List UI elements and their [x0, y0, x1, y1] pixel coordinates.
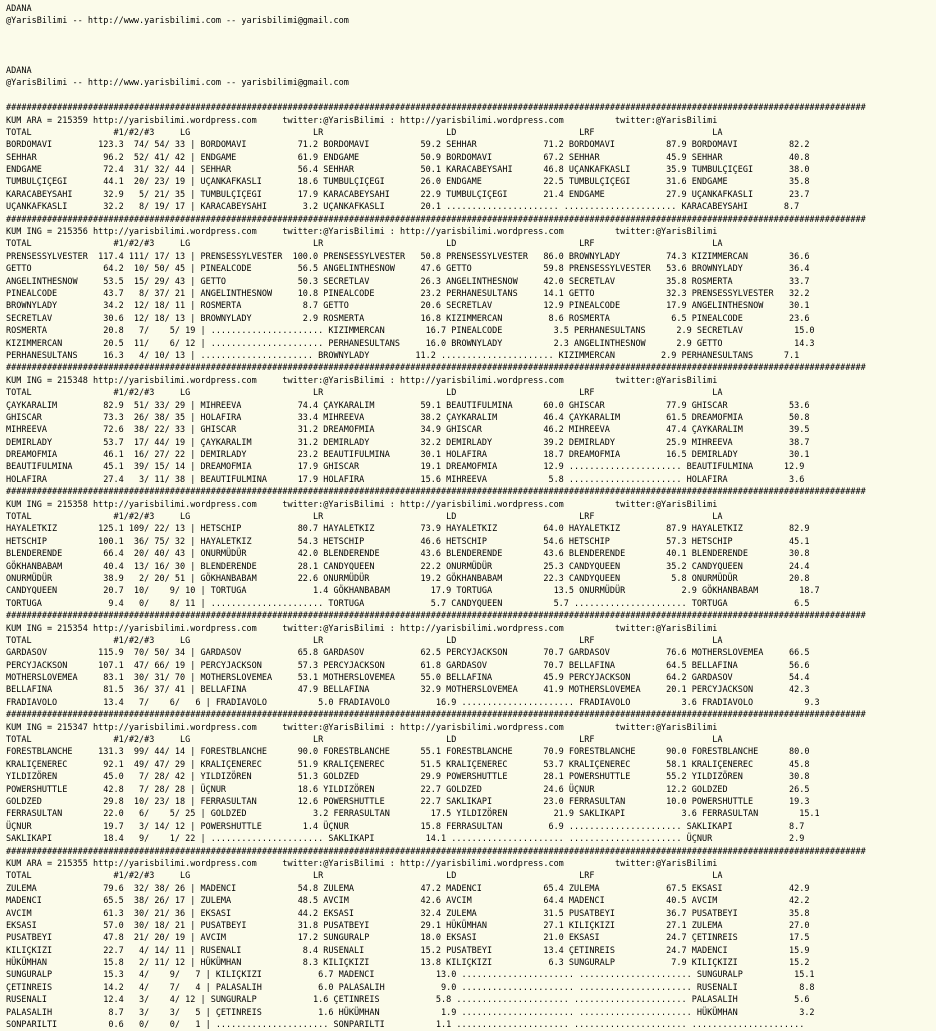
text-line: TOTAL #1/#2/#3 LG LR LD LRF LA: [6, 388, 723, 399]
text-line: HOLAFIRA 27.4 3/ 11/ 38 | BEAUTIFULMINA 17.9 HOLAFIRA 15.6 MIHREEVA 5.8 ...................... HOLAFIRA 3.6: [6, 474, 805, 485]
text-line: PERCYJACKSON 107.1 47/ 66/ 19 | PERCYJACKSON 57.3 PERCYJACKSON 61.8 GARDASOV 70.7 BELLAFINA 64.5 BELLAFINA 56.6: [6, 660, 810, 671]
text-line: BEAUTIFULMINA 45.1 39/ 15/ 14 | DREAMOFMIA 17.9 GHISCAR 19.1 DREAMOFMIA 12.9 ...................... BEAUTIFULMINA 12.9: [6, 462, 805, 473]
text-line: KUM ING = 215358 http://yarisbilimi.wordpress.com twitter:@YarisBilimi : http://yarisbilimi.wordpress.com twitter:@YarisBilimi: [6, 499, 718, 510]
text-line: PINEALCODE 43.7 8/ 37/ 21 | ANGELINTHESNOW 10.8 PINEALCODE 23.2 PERHANESULTANS 14.1 GETTO 32.3 PRENSESSYLVESTER 32.2: [6, 288, 810, 299]
text-line: GARDASOV 115.9 70/ 50/ 34 | GARDASOV 65.8 GARDASOV 62.5 PERCYJACKSON 70.7 GARDASOV 76.6 MOTHERSLOVEMEA 66.5: [6, 648, 810, 659]
text-line: KILIÇKIZI 22.7 4/ 14/ 11 | RUSENALI 8.4 RUSENALI 15.2 PUSATBEYI 13.4 ÇETINREIS 24.7 MADENCI 15.9: [6, 945, 810, 956]
text-line: BROWNYLADY 34.2 12/ 18/ 11 | ROSMERTA 8.7 GETTO 20.6 SECRETLAV 12.9 PINEALCODE 17.9 ANGELINTHESNOW 30.1: [6, 301, 810, 312]
text-line: RUSENALI 12.4 3/ 4/ 12 | SUNGURALP 1.6 ÇETINREIS 5.8 ...................... ...................... PALASALIH 5.6: [6, 995, 810, 1006]
text-line: TOTAL #1/#2/#3 LG LR LD LRF LA: [6, 871, 723, 882]
text-line: YILDIZÖREN 45.0 7/ 28/ 42 | YILDIZÖREN 51.3 GOLDZED 29.9 POWERSHUTTLE 28.1 POWERSHUTTLE 55.2 YILDIZÖREN 30.8: [6, 772, 810, 783]
text-line: HAYALETKIZ 125.1 109/ 22/ 13 | HETSCHIP 80.7 HAYALETKIZ 73.9 HAYALETKIZ 64.0 HAYALETKIZ 87.9 HAYALETKIZ 82.9: [6, 524, 810, 535]
text-line: GÖKHANBABAM 40.4 13/ 16/ 30 | BLENDERENDE 28.1 CANDYQUEEN 22.2 ONURMÜDÜR 25.3 CANDYQUEEN 35.2 CANDYQUEEN 24.4: [6, 561, 810, 572]
text-line: KUM ING = 215356 http://yarisbilimi.wordpress.com twitter:@YarisBilimi : http://yarisbilimi.wordpress.com twitter:@YarisBilimi: [6, 227, 718, 238]
text-line: GETTO 64.2 10/ 50/ 45 | PINEALCODE 56.5 ANGELINTHESNOW 47.6 GETTO 59.8 PRENSESSYLVESTER 53.6 BROWNYLADY 36.4: [6, 264, 810, 275]
text-line: GHISCAR 73.3 26/ 38/ 35 | HOLAFIRA 33.4 MIHREEVA 38.2 ÇAYKARALIM 46.4 ÇAYKARALIM 61.5 DREAMOFMIA 50.8: [6, 412, 810, 423]
text-line: ÇETINREIS 14.2 4/ 7/ 4 | PALASALIH 6.0 PALASALIH 9.0 ...................... ...................... RUSENALI 8.8: [6, 982, 815, 993]
text-line: GOLDZED 29.8 10/ 23/ 18 | FERRASULTAN 12.6 POWERSHUTTLE 22.7 SAKLIKAPI 23.0 FERRASULTAN 10.0 POWERSHUTTLE 19.3: [6, 797, 810, 807]
text-line: FRADIAVOLO 13.4 7/ 6/ 6 | FRADIAVOLO 5.0 FRADIAVOLO 16.9 ...................... FRADIAVOLO 3.6 FRADIAVOLO 9.3: [6, 697, 820, 708]
text-line: BORDOMAVI 123.3 74/ 54/ 33 | BORDOMAVI 71.2 BORDOMAVI 59.2 SEHHAR 71.2 BORDOMAVI 87.9 BORDOMAVI 82.2: [6, 140, 810, 151]
blank-line: [6, 53, 936, 65]
blank-line: [6, 28, 936, 40]
text-line: POWERSHUTTLE 42.8 7/ 28/ 28 | ÜÇNUR 18.6 YILDIZÖREN 22.7 GOLDZED 24.6 ÜÇNUR 12.2 GOLDZED 26.5: [6, 784, 810, 795]
text-line: KRALIÇENEREC 92.1 49/ 47/ 29 | KRALIÇENEREC 51.9 KRALIÇENEREC 51.5 KRALIÇENEREC 53.7 KRALIÇENEREC 58.1 KRALIÇENEREC 45.8: [6, 759, 810, 770]
text-line: PUSATBEYI 47.8 21/ 20/ 19 | AVCIM 17.2 SUNGURALP 18.0 EKSASI 21.0 EKSASI 24.7 ÇETINREIS 17.5: [6, 933, 810, 944]
separator-line: ########################################################################################################################################################################: [6, 487, 866, 498]
text-line: ONURMÜDÜR 38.9 2/ 20/ 51 | GÖKHANBABAM 22.6 ONURMÜDÜR 19.2 GÖKHANBABAM 22.3 CANDYQUEEN 5.8 ONURMÜDÜR 20.8: [6, 573, 810, 584]
text-line: ÜÇNUR 19.7 3/ 14/ 12 | POWERSHUTTLE 1.4 ÜÇNUR 15.8 FERRASULTAN 6.9 ...................... SAKLIKAPI 8.7: [6, 821, 805, 832]
text-line: TOTAL #1/#2/#3 LG LR LD LRF LA: [6, 127, 723, 138]
text-line: EKSASI 57.0 30/ 18/ 21 | PUSATBEYI 31.8 PUSATBEYI 29.1 HÜKÜMHAN 27.1 KILIÇKIZI 27.1 ZULEMA 27.0: [6, 920, 810, 931]
text-line: MIHREEVA 72.6 38/ 22/ 33 | GHISCAR 31.2 DREAMOFMIA 34.9 GHISCAR 46.2 MIHREEVA 47.4 ÇAYKARALIM 39.5: [6, 425, 810, 436]
text-line: DREAMOFMIA 46.1 16/ 27/ 22 | DEMIRLADY 23.2 BEAUTIFULMINA 30.1 HOLAFIRA 18.7 DREAMOFMIA 16.5 DEMIRLADY 30.1: [6, 450, 810, 461]
text-line: @YarisBilimi -- http://www.yarisbilimi.com -- yarisbilimi@gmail.com: [6, 16, 349, 27]
separator-line: ########################################################################################################################################################################: [6, 363, 866, 374]
text-line: SECRETLAV 30.6 12/ 18/ 13 | BROWNYLADY 2.9 ROSMERTA 16.8 KIZIMMERCAN 8.6 ROSMERTA 6.5 PINEALCODE 23.6: [6, 313, 810, 324]
text-line: ANGELINTHESNOW 53.5 15/ 29/ 43 | GETTO 50.3 SECRETLAV 26.3 ANGELINTHESNOW 42.0 SECRETLAV 35.8 ROSMERTA 33.7: [6, 276, 810, 287]
text-line: TOTAL #1/#2/#3 LG LR LD LRF LA: [6, 512, 723, 523]
text-line: KUM ARA = 215359 http://yarisbilimi.wordpress.com twitter:@YarisBilimi : http://yarisbilimi.wordpress.com twitter:@YarisBilimi: [6, 115, 718, 126]
text-line: BLENDERENDE 66.4 20/ 40/ 43 | ONURMÜDÜR 42.0 BLENDERENDE 43.6 BLENDERENDE 43.6 BLENDERENDE 40.1 BLENDERENDE 30.8: [6, 549, 810, 560]
text-line: ROSMERTA 20.8 7/ 5/ 19 | ...................... KIZIMMERCAN 16.7 PINEALCODE 3.5 PERHANESULTANS 2.9 SECRETLAV 15.0: [6, 326, 815, 337]
text-line: ADANA: [6, 65, 32, 76]
text-line: PERHANESULTANS 16.3 4/ 10/ 13 | ...................... BROWNYLADY 11.2 ...................... KIZIMMERCAN 2.9 PERHANESULTANS 7.1: [6, 350, 800, 361]
separator-line: ########################################################################################################################################################################: [6, 103, 866, 114]
text-line: SUNGURALP 15.3 4/ 9/ 7 | KILIÇKIZI 6.7 MADENCI 13.0 ...................... ...................... SUNGURALP 15.1: [6, 970, 815, 981]
separator-line: ########################################################################################################################################################################: [6, 846, 866, 857]
text-line: TOTAL #1/#2/#3 LG LR LD LRF LA: [6, 735, 723, 746]
text-line: DEMIRLADY 53.7 17/ 44/ 19 | ÇAYKARALIM 31.2 DEMIRLADY 32.2 DEMIRLADY 39.2 DEMIRLADY 25.9 MIHREEVA 38.7: [6, 437, 810, 448]
text-line: TORTUGA 9.4 0/ 8/ 11 | ...................... TORTUGA 5.7 CANDYQUEEN 5.7 ...................... TORTUGA 6.5: [6, 598, 810, 609]
text-line: MADENCI 65.5 38/ 26/ 17 | ZULEMA 48.5 AVCIM 42.6 AVCIM 64.4 MADENCI 40.5 AVCIM 42.2: [6, 896, 810, 907]
text-line: TUMBULÇIÇEGI 44.1 20/ 23/ 19 | UÇANKAFKASLI 18.6 TUMBULÇIÇEGI 26.0 ENDGAME 22.5 TUMBULÇIÇEGI 31.6 ENDGAME 35.8: [6, 177, 810, 188]
text-line: KARACABEYSAHI 32.9 5/ 21/ 35 | TUMBULÇIÇEGI 17.9 KARACABEYSAHI 22.9 TUMBULÇIÇEGI 21.4 ENDGAME 27.9 UÇANKAFKASLI 23.7: [6, 189, 810, 200]
text-line: KUM ING = 215347 http://yarisbilimi.wordpress.com twitter:@YarisBilimi : http://yarisbilimi.wordpress.com twitter:@YarisBilimi: [6, 722, 718, 733]
text-line: MOTHERSLOVEMEA 83.1 30/ 31/ 70 | MOTHERSLOVEMEA 53.1 MOTHERSLOVEMEA 55.0 BELLAFINA 45.9 PERCYJACKSON 64.2 GARDASOV 54.4: [6, 673, 810, 684]
text-line: BELLAFINA 81.5 36/ 37/ 41 | BELLAFINA 47.9 BELLAFINA 32.9 MOTHERSLOVEMEA 41.9 MOTHERSLOVEMEA 20.1 PERCYJACKSON 42.3: [6, 685, 810, 696]
text-line: ZULEMA 79.6 32/ 38/ 26 | MADENCI 54.8 ZULEMA 47.2 MADENCI 65.4 ZULEMA 67.5 EKSASI 42.9: [6, 883, 810, 894]
text-line: AVCIM 61.3 30/ 21/ 36 | EKSASI 44.2 EKSASI 32.4 ZULEMA 31.5 PUSATBEYI 36.7 PUSATBEYI 35.8: [6, 908, 810, 919]
text-line: KIZIMMERCAN 20.5 11/ 6/ 12 | ...................... PERHANESULTANS 16.0 BROWNYLADY 2.3 ANGELINTHESNOW 2.9 GETTO 14.3: [6, 338, 815, 349]
text-line: FORESTBLANCHE 131.3 99/ 44/ 14 | FORESTBLANCHE 90.0 FORESTBLANCHE 55.1 FORESTBLANCHE 70.9 FORESTBLANCHE 90.0 FORESTBLANCHE 80.0: [6, 747, 810, 758]
text-line: SEHHAR 96.2 52/ 41/ 42 | ENDGAME 61.9 ENDGAME 50.9 BORDOMAVI 67.2 SEHHAR 45.9 SEHHAR 40.8: [6, 152, 810, 163]
text-line: TOTAL #1/#2/#3 LG LR LD LRF LA: [6, 239, 723, 250]
text-line: TOTAL #1/#2/#3 LG LR LD LRF LA: [6, 635, 723, 646]
text-line: FERRASULTAN 22.0 6/ 5/ 25 | GOLDZED 3.2 FERRASULTAN 17.5 YILDIZÖREN 21.9 SAKLIKAPI 3.6 FERRASULTAN 15.1: [6, 809, 820, 820]
text-line: CANDYQUEEN 20.7 10/ 9/ 10 | TORTUGA 1.4 GÖKHANBABAM 17.9 TORTUGA 13.5 ONURMÜDÜR 2.9 GÖKHANBABAM 18.7: [6, 586, 820, 597]
text-line: ÇAYKARALIM 82.9 51/ 33/ 29 | MIHREEVA 74.4 ÇAYKARALIM 59.1 BEAUTIFULMINA 60.0 GHISCAR 77.9 GHISCAR 53.6: [6, 400, 810, 411]
text-line: KUM ING = 215354 http://yarisbilimi.wordpress.com twitter:@YarisBilimi : http://yarisbilimi.wordpress.com twitter:@YarisBilimi: [6, 623, 718, 634]
text-line: UÇANKAFKASLI 32.2 8/ 19/ 17 | KARACABEYSAHI 3.2 UÇANKAFKASLI 20.1 ...................... ...................... KARACABEYSAHI 8.7: [6, 202, 800, 213]
separator-line: ########################################################################################################################################################################: [6, 214, 866, 225]
separator-line: ########################################################################################################################################################################: [6, 611, 866, 622]
text-line: ADANA: [6, 4, 32, 14]
text-line: KUM ARA = 215355 http://yarisbilimi.wordpress.com twitter:@YarisBilimi : http://yarisbilimi.wordpress.com twitter:@YarisBilimi: [6, 858, 718, 869]
blank-line: [6, 40, 936, 52]
text-line: KUM ING = 215348 http://yarisbilimi.wordpress.com twitter:@YarisBilimi : http://yarisbilimi.wordpress.com twitter:@YarisBilimi: [6, 375, 718, 386]
text-line: HETSCHIP 100.1 36/ 75/ 32 | HAYALETKIZ 54.3 HETSCHIP 46.6 HETSCHIP 54.6 HETSCHIP 57.3 HETSCHIP 45.1: [6, 536, 810, 547]
text-line: ENDGAME 72.4 31/ 32/ 44 | SEHHAR 56.4 SEHHAR 50.1 KARACABEYSAHI 46.8 UÇANKAFKASLI 35.9 TUMBULÇIÇEGI 38.0: [6, 165, 810, 176]
text-line: PRENSESSYLVESTER 117.4 111/ 17/ 13 | PRENSESSYLVESTER 100.0 PRENSESSYLVESTER 50.8 PRENSESSYLVESTER 86.0 BROWNYLADY 74.3 KIZIMMERCAN 36.6: [6, 251, 810, 262]
text-line: SONPARILTI 0.6 0/ 0/ 1 | ...................... SONPARILTI 1.1 ...................... ...................... ......................: [6, 1020, 805, 1031]
text-line: @YarisBilimi -- http://www.yarisbilimi.com -- yarisbilimi@gmail.com: [6, 78, 349, 89]
text-line: SAKLIKAPI 18.4 9/ 1/ 22 | ...................... SAKLIKAPI 14.1 ...................... ...................... ÜÇNUR 2.9: [6, 834, 805, 845]
text-line: PALASALIH 8.7 3/ 3/ 5 | ÇETINREIS 1.6 HÜKÜMHAN 1.9 ...................... ...................... HÜKÜMHAN 3.2: [6, 1007, 815, 1018]
text-line: HÜKÜMHAN 15.8 2/ 11/ 12 | HÜKÜMHAN 8.3 KILIÇKIZI 13.8 KILIÇKIZI 6.3 SUNGURALP 7.9 KILIÇKIZI 15.2: [6, 958, 810, 969]
separator-line: ########################################################################################################################################################################: [6, 710, 866, 721]
blank-line: [6, 90, 936, 102]
